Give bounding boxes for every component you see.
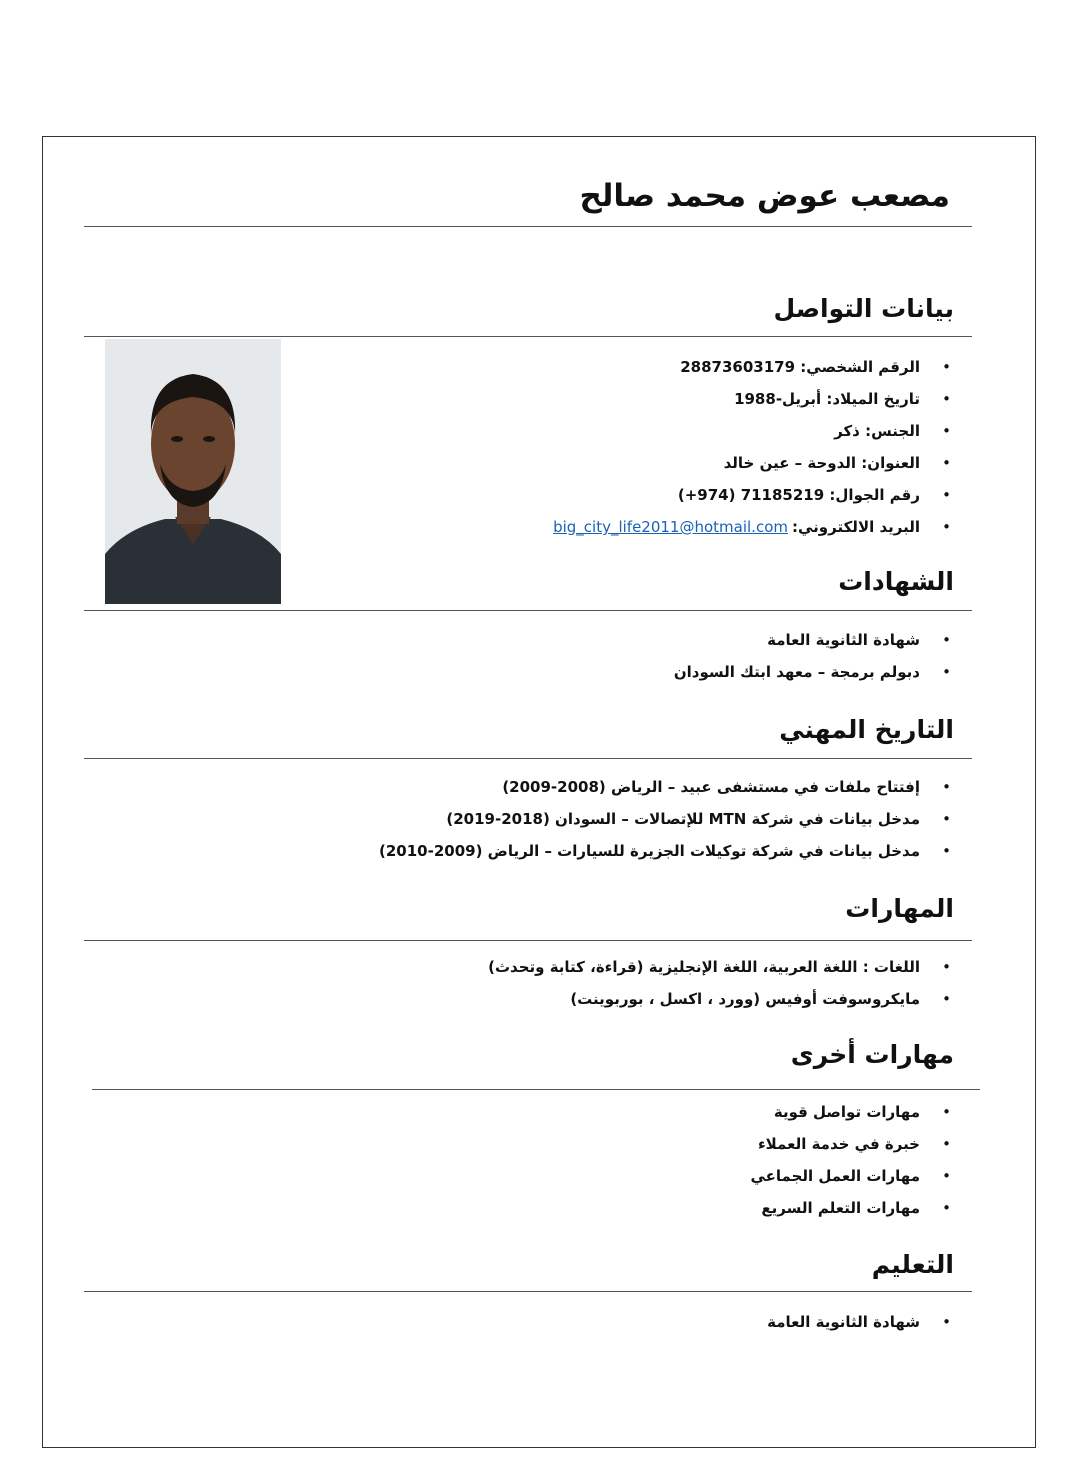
bullet: • bbox=[942, 1313, 951, 1331]
list-item: • رقم الجوال: 71185219 (974+) bbox=[553, 479, 920, 511]
bullet: • bbox=[942, 1199, 951, 1217]
bullet: • bbox=[942, 454, 951, 472]
bullet: • bbox=[942, 810, 951, 828]
section-heading-skills: المهارات bbox=[845, 894, 954, 923]
list-item bbox=[553, 511, 951, 543]
list-item: • اللغات : اللغة العربية، اللغة الإنجليزية (قراءة، كتابة وتحدث) bbox=[488, 951, 920, 983]
list-item: • مدخل بيانات في شركة توكيلات الجزيرة للسيارات – الرياض (2009-2010) bbox=[379, 835, 920, 867]
bullet: • bbox=[942, 422, 951, 440]
divider bbox=[84, 336, 972, 337]
list-item: • مهارات تواصل قوية bbox=[751, 1096, 921, 1128]
list-item: • مهارات التعلم السريع bbox=[751, 1192, 921, 1224]
profile-photo bbox=[105, 339, 281, 604]
divider bbox=[84, 758, 972, 759]
list-item: • تاريخ الميلاد: أبريل-1988 bbox=[553, 383, 920, 415]
certificates-list bbox=[673, 624, 951, 688]
bullet: • bbox=[942, 518, 951, 536]
bullet: • bbox=[942, 1167, 951, 1185]
bullet: • bbox=[942, 778, 951, 796]
list-item: • مهارات العمل الجماعي bbox=[751, 1160, 921, 1192]
bullet: • bbox=[942, 1135, 951, 1153]
list-item: • إفتتاح ملفات في مستشفى عبيد – الرياض (2008-2009) bbox=[379, 771, 920, 803]
list-item: • العنوان: الدوحة – عين خالد bbox=[553, 447, 920, 479]
section-heading-career: التاريخ المهني bbox=[779, 715, 954, 744]
section-heading-contact: بيانات التواصل bbox=[773, 294, 954, 323]
section-heading-other-skills: مهارات أخرى bbox=[790, 1040, 954, 1069]
section-heading-certificates: الشهادات bbox=[838, 567, 954, 596]
skills-list bbox=[488, 951, 951, 1015]
section-heading-education: التعليم bbox=[871, 1250, 954, 1279]
list-item: • مدخل بيانات في شركة MTN للإتصالات – السودان (2018-2019) bbox=[379, 803, 920, 835]
bullet: • bbox=[942, 358, 951, 376]
bullet: • bbox=[942, 663, 951, 681]
email-label: البريد الالكتروني: bbox=[792, 518, 920, 536]
list-item: • الرقم الشخصي: 28873603179 bbox=[553, 351, 920, 383]
bullet: • bbox=[942, 990, 951, 1008]
list-item: • شهادة الثانوية العامة bbox=[674, 624, 920, 656]
list-item: • مايكروسوفت أوفيس (وورد ، اكسل ، بوربوينت) bbox=[488, 983, 920, 1015]
bullet: • bbox=[942, 958, 951, 976]
other-skills-list bbox=[750, 1096, 951, 1224]
bullet: • bbox=[942, 486, 951, 504]
contact-list bbox=[553, 351, 951, 543]
bullet: • bbox=[942, 1103, 951, 1121]
list-item: • الجنس: ذكر bbox=[553, 415, 920, 447]
list-item: • شهادة الثانوية العامة bbox=[767, 1306, 920, 1338]
bullet: • bbox=[942, 390, 951, 408]
divider bbox=[84, 610, 972, 611]
divider bbox=[92, 1089, 980, 1090]
divider bbox=[84, 226, 972, 227]
list-item: • خبرة في خدمة العملاء bbox=[751, 1128, 921, 1160]
profile-photo-silhouette bbox=[105, 339, 281, 604]
education-list bbox=[767, 1306, 951, 1338]
bullet: • bbox=[942, 631, 951, 649]
bullet: • bbox=[942, 842, 951, 860]
career-list bbox=[379, 771, 951, 867]
divider bbox=[84, 940, 972, 941]
email-link[interactable]: big_city_life2011@hotmail.com bbox=[553, 518, 788, 536]
list-item: • دبولم برمجة – معهد ابتك السودان bbox=[674, 656, 920, 688]
divider bbox=[84, 1291, 972, 1292]
candidate-name: مصعب عوض محمد صالح bbox=[579, 178, 950, 214]
